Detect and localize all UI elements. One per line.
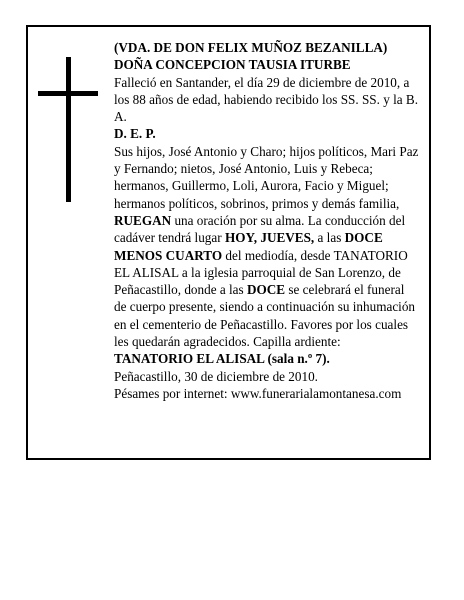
service-text: se celebrará el funeral de cuerpo presente, siendo a continuación su inhumación en el cementerio de Peñacastillo. Favores por los cuales les quedarán agradecidos. Capilla ardiente: xyxy=(114,282,416,350)
chapel-location: TANATORIO EL ALISAL (sala n.º 7). xyxy=(114,351,330,367)
funeral-time: DOCE xyxy=(246,282,286,298)
dep-line: D. E. P. xyxy=(114,126,156,142)
cross-vertical-bar xyxy=(66,57,71,202)
obituary-notice xyxy=(26,25,431,460)
prayer-text: una oración por su alma. La conducción del cadáver tendrá lugar xyxy=(114,212,406,246)
deceased-name: DOÑA CONCEPCION TAUSIA ITURBE xyxy=(114,57,351,73)
place-date: Peñacastillo, 30 de diciembre de 2010. xyxy=(114,368,318,384)
procession-time: DOCE MENOS CUARTO xyxy=(114,230,383,263)
death-details: Falleció en Santander, el día 29 de diciembre de 2010, a los 88 años de edad, habiendo recibido los SS. SS. y la B. A. xyxy=(114,74,419,125)
cross-icon xyxy=(38,57,98,202)
notice-text xyxy=(114,39,419,402)
at-text: a las xyxy=(314,230,345,246)
family-list: Sus hijos, José Antonio y Charo; hijos políticos, Mari Paz y Fernando; nietos, José Antonio, Luis y Rebeca; hermanos, Guillermo, Loli, Aurora, Facio y Miguel; hermanos políticos, sobrinos, primos y demás familia, xyxy=(114,143,419,211)
route-text: del mediodía, desde TANATORIO EL ALISAL a la iglesia parroquial de San Lorenzo, de Peñacastillo, donde a las xyxy=(114,247,408,298)
condolences-line: Pésames por internet: www.funerarialamontanesa.com xyxy=(114,385,402,401)
cross-horizontal-bar xyxy=(38,91,98,96)
day-text: HOY, JUEVES, xyxy=(224,230,315,246)
widow-of-line: (VDA. DE DON FELIX MUÑOZ BEZANILLA) xyxy=(114,40,388,55)
ruegan-word: RUEGAN xyxy=(114,212,172,228)
funeral-paragraph xyxy=(114,143,419,368)
